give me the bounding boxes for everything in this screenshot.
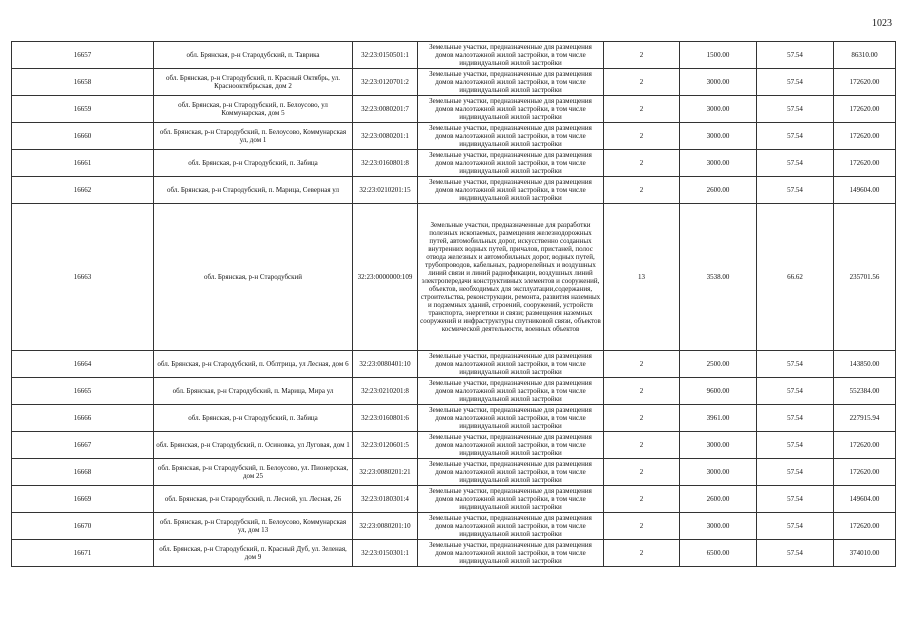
address-cell: обл. Брянская, р-н Стародубский, п. Забица	[154, 150, 353, 177]
address-cell: обл. Брянская, р-н Стародубский, п. Марица, Мира ул	[154, 378, 353, 405]
area-cell: 3000.00	[680, 513, 757, 540]
area-cell: 2600.00	[680, 486, 757, 513]
record-id-cell: 16668	[12, 459, 154, 486]
record-id-cell: 16671	[12, 540, 154, 567]
cadastral-value-cell: 86310.00	[834, 42, 896, 69]
record-id-cell: 16658	[12, 69, 154, 96]
address-cell: обл. Брянская, р-н Стародубский, п. Лесной, ул. Лесная, 26	[154, 486, 353, 513]
land-registry-table	[11, 41, 896, 567]
area-cell: 3000.00	[680, 123, 757, 150]
cadastral-number-cell: 32:23:0080401:10	[353, 351, 418, 378]
specific-value-cell: 57.54	[757, 123, 834, 150]
cadastral-number-cell: 32:23:0080201:21	[353, 459, 418, 486]
record-id-cell: 16665	[12, 378, 154, 405]
permitted-use-cell: Земельные участки, предназначенные для разработки полезных ископаемых, размещения железнодорожных путей, автомобильных дорог, искусственно созданных внутренних водных путей, причалов, пристаней, полос отвода железных и автомобильных дорог, водных путей, трубопроводов, кабельных, радиорелейных и воздушных линий связи и линий радиофикации, воздушных линий электропередачи конструктивных элементов и сооружений, объектов, необходимых для эксплуатации,содержания, строительства, реконструкции, ремонта, развития наземных и подземных зданий, строений, сооружений, устройств транспорта, энергетики и связи; размещения наземных сооружений и инфраструктуры спутниковой связи, объектов космической деятельности, военных объектов	[418, 204, 604, 351]
cadastral-value-cell: 143850.00	[834, 351, 896, 378]
use-group-cell: 2	[604, 150, 680, 177]
use-group-cell: 2	[604, 540, 680, 567]
address-cell: обл. Брянская, р-н Стародубский, п. Облтрица, ул Лесная, дом 6	[154, 351, 353, 378]
specific-value-cell: 57.54	[757, 351, 834, 378]
permitted-use-cell: Земельные участки, предназначенные для размещения домов малоэтажной жилой застройки, в том числе индивидуальной жилой застройки	[418, 378, 604, 405]
address-cell: обл. Брянская, р-н Стародубский, п. Белоусово, Коммунарская ул, дом 1	[154, 123, 353, 150]
cadastral-number-cell: 32:23:0180301:4	[353, 486, 418, 513]
area-cell: 3000.00	[680, 432, 757, 459]
area-cell: 6500.00	[680, 540, 757, 567]
permitted-use-cell: Земельные участки, предназначенные для размещения домов малоэтажной жилой застройки, в том числе индивидуальной жилой застройки	[418, 42, 604, 69]
record-id-cell: 16659	[12, 96, 154, 123]
cadastral-number-cell: 32:23:0160801:8	[353, 150, 418, 177]
specific-value-cell: 57.54	[757, 432, 834, 459]
use-group-cell: 13	[604, 204, 680, 351]
cadastral-number-cell: 32:23:0160801:6	[353, 405, 418, 432]
address-cell: обл. Брянская, р-н Стародубский, п. Красный Октябрь, ул. Краснооктябрьская, дом 2	[154, 69, 353, 96]
cadastral-number-cell: 32:23:0210201:8	[353, 378, 418, 405]
use-group-cell: 2	[604, 513, 680, 540]
area-cell: 3961.00	[680, 405, 757, 432]
area-cell: 2600.00	[680, 177, 757, 204]
specific-value-cell: 57.54	[757, 69, 834, 96]
specific-value-cell: 57.54	[757, 96, 834, 123]
table-row	[12, 42, 896, 69]
record-id-cell: 16661	[12, 150, 154, 177]
table-row	[12, 459, 896, 486]
cadastral-number-cell: 32:23:0080201:1	[353, 123, 418, 150]
address-cell: обл. Брянская, р-н Стародубский, п. Белоусово, ул Коммунарская, дом 5	[154, 96, 353, 123]
table-row	[12, 486, 896, 513]
address-cell: обл. Брянская, р-н Стародубский	[154, 204, 353, 351]
use-group-cell: 2	[604, 405, 680, 432]
record-id-cell: 16657	[12, 42, 154, 69]
cadastral-number-cell: 32:23:0150301:1	[353, 540, 418, 567]
specific-value-cell: 57.54	[757, 459, 834, 486]
use-group-cell: 2	[604, 42, 680, 69]
permitted-use-cell: Земельные участки, предназначенные для размещения домов малоэтажной жилой застройки, в том числе индивидуальной жилой застройки	[418, 459, 604, 486]
cadastral-number-cell: 32:23:0120601:5	[353, 432, 418, 459]
specific-value-cell: 57.54	[757, 150, 834, 177]
area-cell: 9600.00	[680, 378, 757, 405]
address-cell: обл. Брянская, р-н Стародубский, п. Белоусово, ул. Пионерская, дом 25	[154, 459, 353, 486]
table-row	[12, 351, 896, 378]
specific-value-cell: 57.54	[757, 540, 834, 567]
table-row	[12, 378, 896, 405]
address-cell: обл. Брянская, р-н Стародубский, п. Забица	[154, 405, 353, 432]
use-group-cell: 2	[604, 177, 680, 204]
cadastral-value-cell: 227915.94	[834, 405, 896, 432]
table-row	[12, 405, 896, 432]
cadastral-value-cell: 172620.00	[834, 432, 896, 459]
address-cell: обл. Брянская, р-н Стародубский, п. Осиновка, ул Луговая, дом 1	[154, 432, 353, 459]
cadastral-number-cell: 32:23:0000000:109	[353, 204, 418, 351]
cadastral-value-cell: 172620.00	[834, 69, 896, 96]
permitted-use-cell: Земельные участки, предназначенные для размещения домов малоэтажной жилой застройки, в том числе индивидуальной жилой застройки	[418, 486, 604, 513]
use-group-cell: 2	[604, 459, 680, 486]
record-id-cell: 16660	[12, 123, 154, 150]
cadastral-number-cell: 32:23:0150501:1	[353, 42, 418, 69]
cadastral-number-cell: 32:23:0080201:10	[353, 513, 418, 540]
permitted-use-cell: Земельные участки, предназначенные для размещения домов малоэтажной жилой застройки, в том числе индивидуальной жилой застройки	[418, 405, 604, 432]
record-id-cell: 16662	[12, 177, 154, 204]
record-id-cell: 16670	[12, 513, 154, 540]
table-row	[12, 540, 896, 567]
cadastral-value-cell: 374010.00	[834, 540, 896, 567]
permitted-use-cell: Земельные участки, предназначенные для размещения домов малоэтажной жилой застройки, в том числе индивидуальной жилой застройки	[418, 351, 604, 378]
cadastral-value-cell: 149604.00	[834, 177, 896, 204]
table-row	[12, 69, 896, 96]
permitted-use-cell: Земельные участки, предназначенные для размещения домов малоэтажной жилой застройки, в том числе индивидуальной жилой застройки	[418, 123, 604, 150]
table-row	[12, 150, 896, 177]
area-cell: 3000.00	[680, 96, 757, 123]
permitted-use-cell: Земельные участки, предназначенные для размещения домов малоэтажной жилой застройки, в том числе индивидуальной жилой застройки	[418, 432, 604, 459]
table-row	[12, 432, 896, 459]
area-cell: 2500.00	[680, 351, 757, 378]
cadastral-value-cell: 172620.00	[834, 459, 896, 486]
table-row	[12, 177, 896, 204]
cadastral-number-cell: 32:23:0120701:2	[353, 69, 418, 96]
record-id-cell: 16664	[12, 351, 154, 378]
permitted-use-cell: Земельные участки, предназначенные для размещения домов малоэтажной жилой застройки, в том числе индивидуальной жилой застройки	[418, 150, 604, 177]
cadastral-value-cell: 552384.00	[834, 378, 896, 405]
permitted-use-cell: Земельные участки, предназначенные для размещения домов малоэтажной жилой застройки, в том числе индивидуальной жилой застройки	[418, 540, 604, 567]
cadastral-value-cell: 149604.00	[834, 486, 896, 513]
use-group-cell: 2	[604, 123, 680, 150]
specific-value-cell: 57.54	[757, 405, 834, 432]
record-id-cell: 16666	[12, 405, 154, 432]
cadastral-number-cell: 32:23:0080201:7	[353, 96, 418, 123]
address-cell: обл. Брянская, р-н Стародубский, п. Красный Дуб, ул. Зеленая, дом 9	[154, 540, 353, 567]
permitted-use-cell: Земельные участки, предназначенные для размещения домов малоэтажной жилой застройки, в том числе индивидуальной жилой застройки	[418, 96, 604, 123]
cadastral-value-cell: 235701.56	[834, 204, 896, 351]
area-cell: 3538.00	[680, 204, 757, 351]
specific-value-cell: 57.54	[757, 177, 834, 204]
specific-value-cell: 57.54	[757, 42, 834, 69]
permitted-use-cell: Земельные участки, предназначенные для размещения домов малоэтажной жилой застройки, в том числе индивидуальной жилой застройки	[418, 69, 604, 96]
record-id-cell: 16669	[12, 486, 154, 513]
address-cell: обл. Брянская, р-н Стародубский, п. Марица, Северная ул	[154, 177, 353, 204]
specific-value-cell: 57.54	[757, 378, 834, 405]
use-group-cell: 2	[604, 351, 680, 378]
table-row	[12, 123, 896, 150]
address-cell: обл. Брянская, р-н Стародубский, п. Белоусово, Коммунарская ул, дом 13	[154, 513, 353, 540]
use-group-cell: 2	[604, 69, 680, 96]
use-group-cell: 2	[604, 378, 680, 405]
record-id-cell: 16667	[12, 432, 154, 459]
use-group-cell: 2	[604, 432, 680, 459]
permitted-use-cell: Земельные участки, предназначенные для размещения домов малоэтажной жилой застройки, в том числе индивидуальной жилой застройки	[418, 513, 604, 540]
area-cell: 3000.00	[680, 150, 757, 177]
specific-value-cell: 57.54	[757, 486, 834, 513]
area-cell: 3000.00	[680, 69, 757, 96]
use-group-cell: 2	[604, 486, 680, 513]
cadastral-value-cell: 172620.00	[834, 96, 896, 123]
specific-value-cell: 57.54	[757, 513, 834, 540]
cadastral-value-cell: 172620.00	[834, 513, 896, 540]
cadastral-number-cell: 32:23:0210201:15	[353, 177, 418, 204]
address-cell: обл. Брянская, р-н Стародубский, п. Таврика	[154, 42, 353, 69]
page-number: 1023	[872, 18, 892, 29]
use-group-cell: 2	[604, 96, 680, 123]
permitted-use-cell: Земельные участки, предназначенные для размещения домов малоэтажной жилой застройки, в том числе индивидуальной жилой застройки	[418, 177, 604, 204]
table-row	[12, 513, 896, 540]
cadastral-value-cell: 172620.00	[834, 150, 896, 177]
table-row	[12, 204, 896, 351]
cadastral-value-cell: 172620.00	[834, 123, 896, 150]
record-id-cell: 16663	[12, 204, 154, 351]
specific-value-cell: 66.62	[757, 204, 834, 351]
table-row	[12, 96, 896, 123]
area-cell: 1500.00	[680, 42, 757, 69]
table-body	[12, 42, 896, 567]
area-cell: 3000.00	[680, 459, 757, 486]
